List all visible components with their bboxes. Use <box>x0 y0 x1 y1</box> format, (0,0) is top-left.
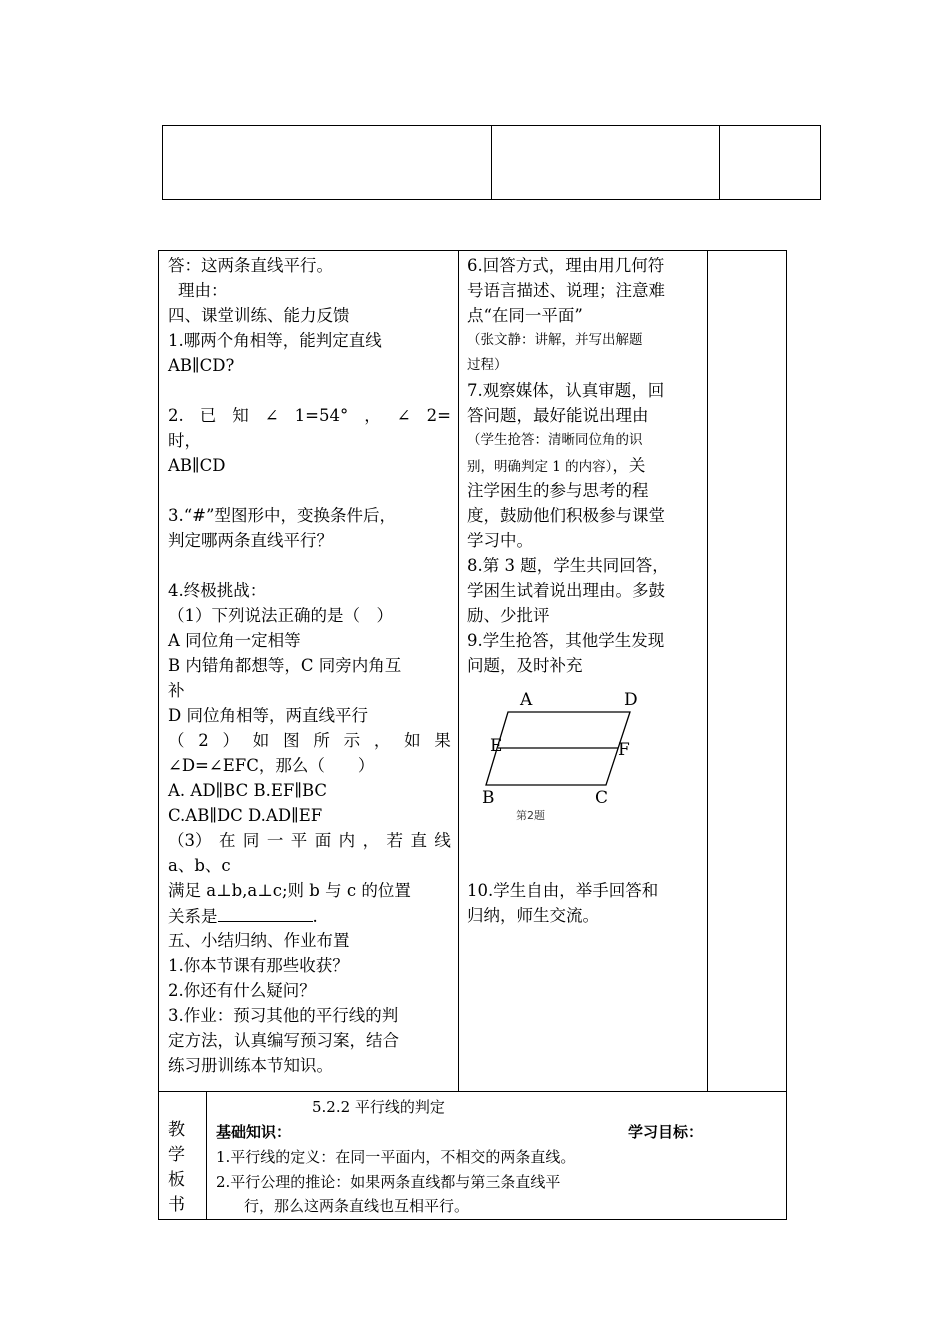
board-label-divider <box>206 1091 207 1220</box>
q42-part: 所 <box>313 731 330 750</box>
board-item-2-cont: 行，那么这两条直线也互相平行。 <box>244 1197 470 1215</box>
parallelogram-figure <box>478 685 648 825</box>
homework-cont: 练习册训练本节知识。 <box>168 1056 333 1075</box>
left-column <box>168 253 451 1078</box>
q42-part: 2 <box>198 731 209 750</box>
q43-part: 内 <box>338 831 356 850</box>
label-f: F <box>618 740 630 760</box>
options-ab: A. AD∥BC B.EF∥BC <box>168 781 328 800</box>
question-1-cont: AB∥CD? <box>168 356 235 375</box>
activity-7-note: 别，明确判定 1 的内容） <box>467 459 613 475</box>
reason-line: 理由： <box>178 281 228 300</box>
question-4-1: （1）下列说法正确的是（ ） <box>168 606 393 625</box>
summary-2: 2.你还有什么疑问？ <box>168 981 316 1000</box>
question-4-2-cont: ∠D=∠EFC，那么（ ） <box>168 756 375 775</box>
header-table-divider <box>491 126 492 199</box>
label-d: D <box>624 690 638 710</box>
header-table-divider <box>719 126 720 199</box>
board-item-1: 1.平行线的定义：在同一平面内，不相交的两条直线。 <box>216 1148 576 1166</box>
spacer <box>168 378 451 403</box>
q42-part: 图 <box>283 731 300 750</box>
activity-8-cont: 励、少批评 <box>467 606 550 625</box>
option-d: D 同位角相等，两直线平行 <box>168 706 368 725</box>
column-divider <box>707 250 708 1091</box>
label-b: B <box>482 788 495 808</box>
activity-7-cont: ，关 <box>612 456 646 475</box>
q43-part: 在 <box>218 831 236 850</box>
q43-part: 直 <box>410 831 427 850</box>
spacer <box>168 478 451 503</box>
activity-7-cont: 注学困生的参与思考的程 <box>467 481 649 500</box>
question-4-2 <box>168 728 451 753</box>
q43-part: 平 <box>290 831 308 850</box>
activity-6: 6.回答方式，理由用几何符 <box>467 256 665 275</box>
q2-part: 知 <box>232 406 249 425</box>
summary-1: 1.你本节课有那些收获？ <box>168 956 349 975</box>
q2-part: ∠ <box>264 406 279 425</box>
label-a: A <box>520 690 533 710</box>
answer-line: 答：这两条直线平行。 <box>168 256 333 275</box>
middle-column <box>467 253 700 928</box>
question-4-3-cont: a、b、c <box>168 856 231 875</box>
q42-part: （ <box>168 731 185 750</box>
figure-caption: 第2题 <box>516 809 545 822</box>
q42-part: 如 <box>404 731 421 750</box>
question-3-cont: 判定哪两条直线平行？ <box>168 531 333 550</box>
options-cd: C.AB∥DC D.AD∥EF <box>168 806 323 825</box>
q42-part: ） <box>222 731 240 750</box>
blank-prefix: 关系是 <box>168 907 218 926</box>
homework: 3.作业：预习其他的平行线的判 <box>168 1006 399 1025</box>
question-3: 3.“#”型图形中，变换条件后， <box>168 506 396 525</box>
q2-part: 2. <box>168 406 184 425</box>
spacer <box>168 553 451 578</box>
option-b-c-cont: 补 <box>168 681 185 700</box>
q2-part: 1=54° <box>294 406 349 425</box>
q43-part: 同 <box>242 831 260 850</box>
q43-part: 若 <box>386 831 403 850</box>
activity-10: 10.学生自由，举手回答和 <box>467 881 659 900</box>
question-4: 4.终极挑战： <box>168 581 267 600</box>
q43-part: 线 <box>434 831 451 850</box>
blank-suffix: . <box>312 907 318 926</box>
option-b-c: B 内错角都想等，C 同旁内角互 <box>168 656 402 675</box>
activity-7: 7.观察媒体，认真审题，回 <box>467 381 665 400</box>
question-4-3-cont: 满足 a⊥b,a⊥c;则 b 与 c 的位置 <box>168 881 411 900</box>
q2-part: 2= <box>426 406 451 425</box>
q43-part: ， <box>362 831 380 850</box>
q42-part: ， <box>373 731 391 750</box>
activity-8: 8.第 3 题，学生共同回答， <box>467 556 669 575</box>
side-char: 板 <box>168 1170 185 1190</box>
activity-6-cont: 号语言描述、说理；注意难 <box>467 281 665 300</box>
q42-part: 如 <box>252 731 270 750</box>
column-divider <box>458 250 459 1091</box>
header-table <box>162 125 821 200</box>
activity-9-cont: 问题，及时补充 <box>467 656 583 675</box>
activity-9: 9.学生抢答，其他学生发现 <box>467 631 665 650</box>
activity-8-cont: 学困生试着说出理由。多鼓 <box>467 581 665 600</box>
side-char: 教 <box>168 1120 185 1140</box>
activity-7-cont: 度，鼓励他们积极参与课堂 <box>467 506 665 525</box>
section-heading: 五、小结归纳、作业布置 <box>168 931 350 950</box>
side-char: 书 <box>168 1195 185 1215</box>
label-e: E <box>490 736 503 756</box>
q2-part: 已 <box>199 406 217 425</box>
question-2-cont: AB∥CD <box>168 456 226 475</box>
board-item-2: 2.平行公理的推论：如果两条直线都与第三条直线平 <box>216 1173 561 1191</box>
basic-knowledge-heading: 基础知识： <box>216 1123 292 1141</box>
question-4-3-blank-line <box>168 903 451 928</box>
question-4-3 <box>168 828 451 853</box>
side-char: 学 <box>168 1145 185 1165</box>
question-2 <box>168 403 451 428</box>
q42-part: 果 <box>434 731 451 750</box>
activity-6-note: （张文静：讲解，并写出解题 <box>467 332 643 348</box>
q43-part: （3） <box>168 831 212 850</box>
board-side-label <box>168 1118 190 1218</box>
activity-7-cont: 学习中。 <box>467 531 533 550</box>
activity-7-note-line <box>467 453 700 478</box>
learning-goal-heading: 学习目标： <box>628 1123 704 1141</box>
q43-part: 一 <box>266 831 284 850</box>
q2-part: ， <box>364 406 381 425</box>
label-c: C <box>595 788 609 808</box>
section-heading: 四、课堂训练、能力反馈 <box>168 306 350 325</box>
answer-blank <box>218 903 313 922</box>
activity-6-cont: 点“在同一平面” <box>467 306 583 325</box>
activity-10-cont: 归纳，师生交流。 <box>467 906 599 925</box>
q42-part: 示 <box>343 731 361 750</box>
homework-cont: 定方法，认真编写预习案，结合 <box>168 1031 399 1050</box>
board-title: 5.2.2 平行线的判定 <box>312 1098 445 1116</box>
row-divider <box>158 1091 787 1092</box>
q43-part: 面 <box>314 831 332 850</box>
option-a: A 同位角一定相等 <box>168 631 301 650</box>
q2-part: ∠ <box>396 406 411 425</box>
question-1: 1.哪两个角相等，能判定直线 <box>168 331 382 350</box>
activity-7-cont: 答问题，最好能说出理由 <box>467 406 649 425</box>
activity-7-note: （学生抢答：清晰同位角的识 <box>467 432 643 448</box>
question-2-cont: 时， <box>168 431 201 450</box>
activity-6-note: 过程） <box>467 357 508 373</box>
